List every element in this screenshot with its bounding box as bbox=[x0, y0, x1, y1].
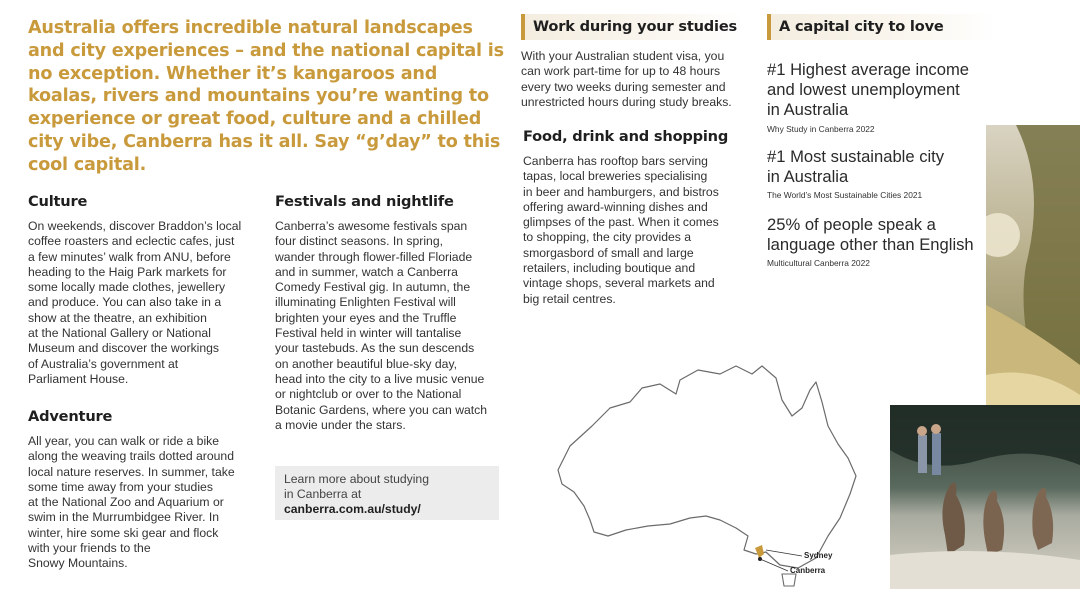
stat-income bbox=[767, 60, 1007, 135]
work-body: With your Australian student visa, you can work part-time for up to 48 hours every two weeks during semester and unrestricted hours during study breaks. bbox=[521, 49, 732, 109]
adventure-body: All year, you can walk or ride a bike along the weaving trails dotted around local nature reserves. In summer, take some time away from your studies at the National Zoo and Aquarium or swim in the Murrumbidgee River. In winter, hire some ski gear and flock with your friends to the Snowy Mountains. bbox=[28, 434, 235, 571]
intro-paragraph: Australia offers incredible natural landscapes and city experiences – and the national capital is no exception. Whether it’s kangaroos and koalas, rivers and mountains you’re wanting to experience or great food, culture and a chilled city vibe, Canberra has it all. Say “g’day” to this cool capital. bbox=[28, 18, 504, 175]
adventure-section bbox=[28, 408, 264, 572]
work-heading: Work during your studies bbox=[521, 14, 744, 40]
stat-sustainable-source: The World’s Most Sustainable Cities 2021 bbox=[767, 190, 923, 201]
stat-income-value: #1 Highest average income and lowest unemployment in Australia bbox=[767, 60, 970, 120]
festivals-heading: Festivals and nightlife bbox=[275, 193, 454, 210]
sydney-label: Sydney bbox=[804, 551, 833, 560]
landscape-photo bbox=[986, 125, 1080, 410]
stat-languages bbox=[767, 215, 1007, 269]
study-link[interactable]: canberra.com.au/study/ bbox=[284, 502, 421, 517]
culture-body: On weekends, discover Braddon’s local coffee roasters and eclectic cafes, just a few minutes’ walk from ANU, before heading to the Haig Park markets for some locally made clothes, jewellery and produce. You can also take in a show at the theatre, an exhibition at the National Gallery or National Museum and discover the workings of Australia’s government at Parliament House. bbox=[28, 219, 242, 386]
stat-sustainable-value: #1 Most sustainable city in Australia bbox=[767, 147, 945, 187]
learn-more-text: Learn more about studying in Canberra at bbox=[284, 472, 429, 502]
adventure-heading: Adventure bbox=[28, 408, 113, 425]
tasmania-outline bbox=[782, 574, 796, 586]
australia-outline bbox=[558, 366, 856, 568]
canberra-label: Canberra bbox=[790, 566, 826, 575]
stat-sustainable bbox=[767, 147, 1007, 201]
learn-more-box bbox=[275, 466, 499, 520]
culture-heading: Culture bbox=[28, 193, 88, 210]
australia-map bbox=[530, 360, 890, 589]
festivals-section bbox=[275, 193, 511, 433]
food-section bbox=[523, 128, 753, 307]
kangaroo-photo bbox=[890, 405, 1080, 589]
festivals-body: Canberra’s awesome festivals span four distinct seasons. In spring, wander through flower-filled Floriade and in summer, watch a Canberra Comedy Festival gig. In autumn, the illuminating Enlighten Festival will brighten your eyes and the Truffle Festival held in winter will tantalise your tastebuds. As the sun descends on another beautiful blue-sky day, head into the city to a live music venue or nightclub or over to the National Botanic Gardens, where you can watch a movie under the stars. bbox=[275, 219, 488, 432]
stat-income-source: Why Study in Canberra 2022 bbox=[767, 123, 875, 134]
capital-heading: A capital city to love bbox=[767, 14, 995, 40]
stat-languages-value: 25% of people speak a language other than English bbox=[767, 215, 974, 255]
food-heading: Food, drink and shopping bbox=[523, 128, 729, 145]
stat-languages-source: Multicultural Canberra 2022 bbox=[767, 258, 870, 269]
culture-section bbox=[28, 193, 264, 387]
food-body: Canberra has rooftop bars serving tapas, local breweries specialising in beer and hamburgers, and bistros offering award-winning dishes and glimpses of the past. When it comes to shopping, the city provides a smorgasbord of small and large retailers, including boutique and vintage shops, several markets and big retail centres. bbox=[523, 154, 719, 306]
